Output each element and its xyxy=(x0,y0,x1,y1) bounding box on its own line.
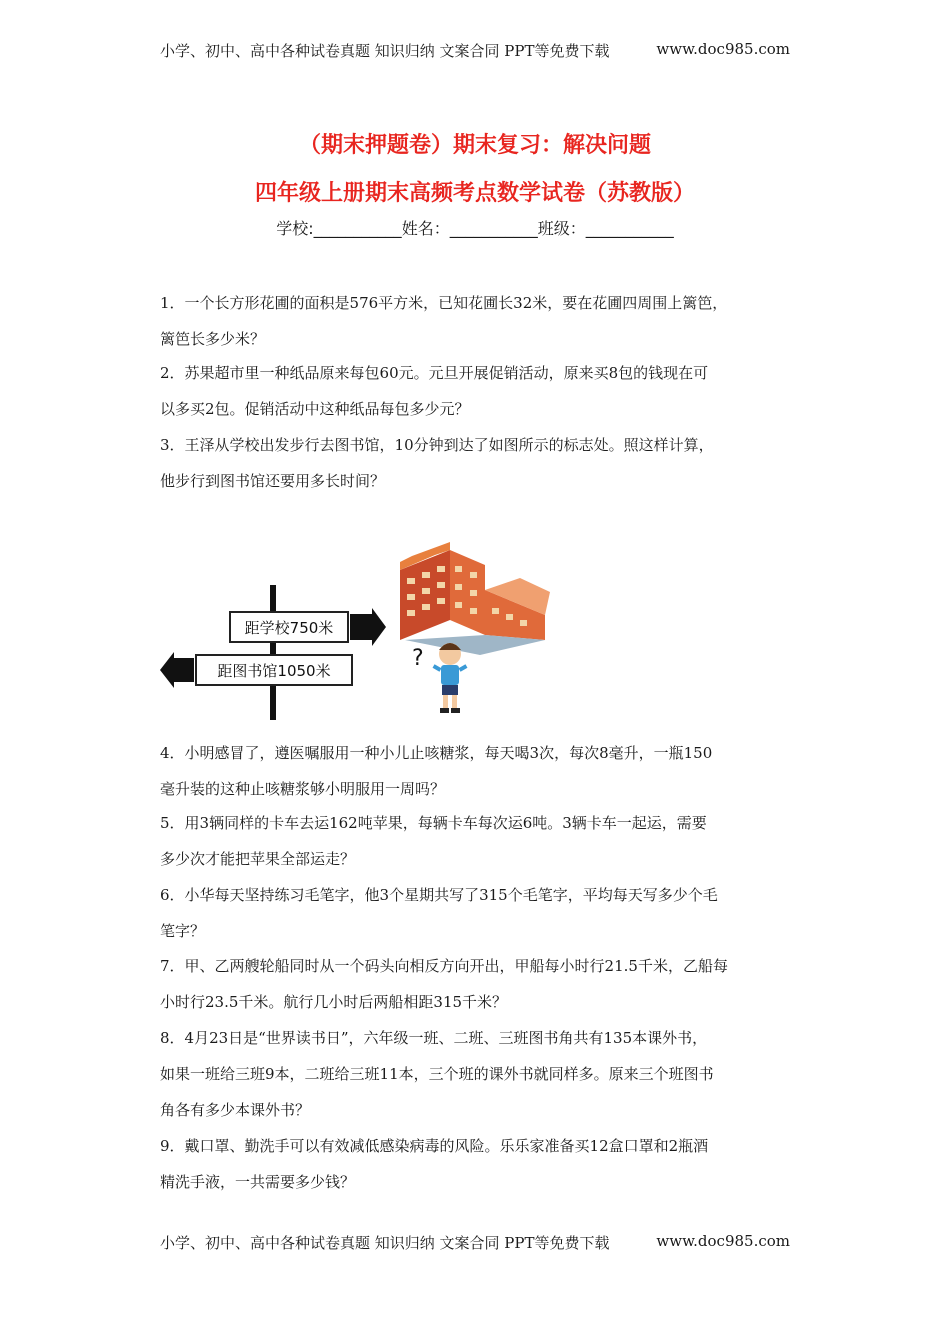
question-8-line-3: 角各有多少本课外书？ xyxy=(160,1101,311,1119)
arrow-right-icon xyxy=(350,608,386,646)
question-6-line-1: 6．小华每天坚持练习毛笔字，他3个星期共写了315个毛笔字，平均每天写多少个毛 xyxy=(160,886,718,904)
question-9 xyxy=(160,1128,790,1200)
question-8-line-1: 8．4月23日是“世界读书日”，六年级一班、二班、三班图书角共有135本课外书， xyxy=(160,1029,708,1047)
question-5-line-2: 多少次才能把苹果全部运走？ xyxy=(160,850,356,868)
footer-url: www.doc985.com xyxy=(656,1232,790,1250)
question-7-line-1: 7．甲、乙两艘轮船同时从一个码头向相反方向开出，甲船每小时行21.5千米，乙船每 xyxy=(160,957,728,975)
question-6 xyxy=(160,877,790,949)
title-line-1: （期末押题卷）期末复习：解决问题 xyxy=(298,133,651,158)
sign-library-label: 距图书馆1050米 xyxy=(217,662,331,680)
question-1-line-1: 1．一个长方形花圃的面积是576平方米，已知花圃长32米，要在花圃四周围上篱笆， xyxy=(160,294,728,312)
sign-post xyxy=(270,585,276,720)
question-4 xyxy=(160,735,790,807)
student-info-fields xyxy=(0,216,950,239)
name-field: 姓名：___________ xyxy=(401,219,538,238)
question-7-line-2: 小时行23.5千米。航行几小时后两船相距315千米？ xyxy=(160,993,508,1011)
question-9-line-1: 9．戴口罩、勤洗手可以有效减低感染病毒的风险。乐乐家准备买12盒口罩和2瓶酒 xyxy=(160,1137,709,1155)
question-6-line-2: 笔字？ xyxy=(160,922,206,940)
question-7 xyxy=(160,948,790,1020)
question-2-line-1: 2．苏果超市里一种纸品原来每包60元。元旦开展促销活动，原来买8包的钱现在可 xyxy=(160,364,709,382)
header-url: www.doc985.com xyxy=(656,40,790,58)
question-2-line-2: 以多买2包。促销活动中这种纸品每包多少元？ xyxy=(160,400,470,418)
question-9-line-2: 精洗手液，一共需要多少钱？ xyxy=(160,1173,356,1191)
header-left-text: 小学、初中、高中各种试卷真题 知识归纳 文案合同 PPT等免费下载 xyxy=(160,42,610,60)
boy-icon xyxy=(433,643,468,713)
school-building-icon xyxy=(400,542,550,655)
question-3 xyxy=(160,427,790,499)
question-5-line-1: 5．用3辆同样的卡车去运162吨苹果，每辆卡车每次运6吨。3辆卡车一起运，需要 xyxy=(160,814,707,832)
footer-left-text: 小学、初中、高中各种试卷真题 知识归纳 文案合同 PPT等免费下载 xyxy=(160,1234,610,1252)
question-1-line-2: 篱笆长多少米？ xyxy=(160,330,266,348)
sign-school-label: 距学校750米 xyxy=(244,619,334,637)
arrow-left-icon xyxy=(160,652,194,688)
question-8-line-2: 如果一班给三班9本，二班给三班11本，三个班的课外书就同样多。原来三个班图书 xyxy=(160,1065,714,1083)
title-line-2: 四年级上册期末高频考点数学试卷（苏教版） xyxy=(254,181,695,206)
question-mark-text: ? xyxy=(412,646,424,671)
school-field: 学校:___________ xyxy=(276,219,402,238)
question-5 xyxy=(160,805,790,877)
question-3-line-1: 3．王泽从学校出发步行去图书馆，10分钟到达了如图所示的标志处。照这样计算， xyxy=(160,436,714,454)
question-4-line-1: 4．小明感冒了，遵医嘱服用一种小儿止咳糖浆，每天喝3次，每次8毫升，一瓶150 xyxy=(160,744,713,762)
question-2 xyxy=(160,355,790,427)
class-field: 班级：___________ xyxy=(537,219,674,238)
page-footer xyxy=(160,1232,790,1253)
signpost-illustration xyxy=(150,530,570,730)
question-1 xyxy=(160,285,790,357)
page-header xyxy=(160,40,790,61)
question-8 xyxy=(160,1020,790,1128)
question-4-line-2: 毫升装的这种止咳糖浆够小明服用一周吗？ xyxy=(160,780,446,798)
question-3-line-2: 他步行到图书馆还要用多长时间？ xyxy=(160,472,386,490)
